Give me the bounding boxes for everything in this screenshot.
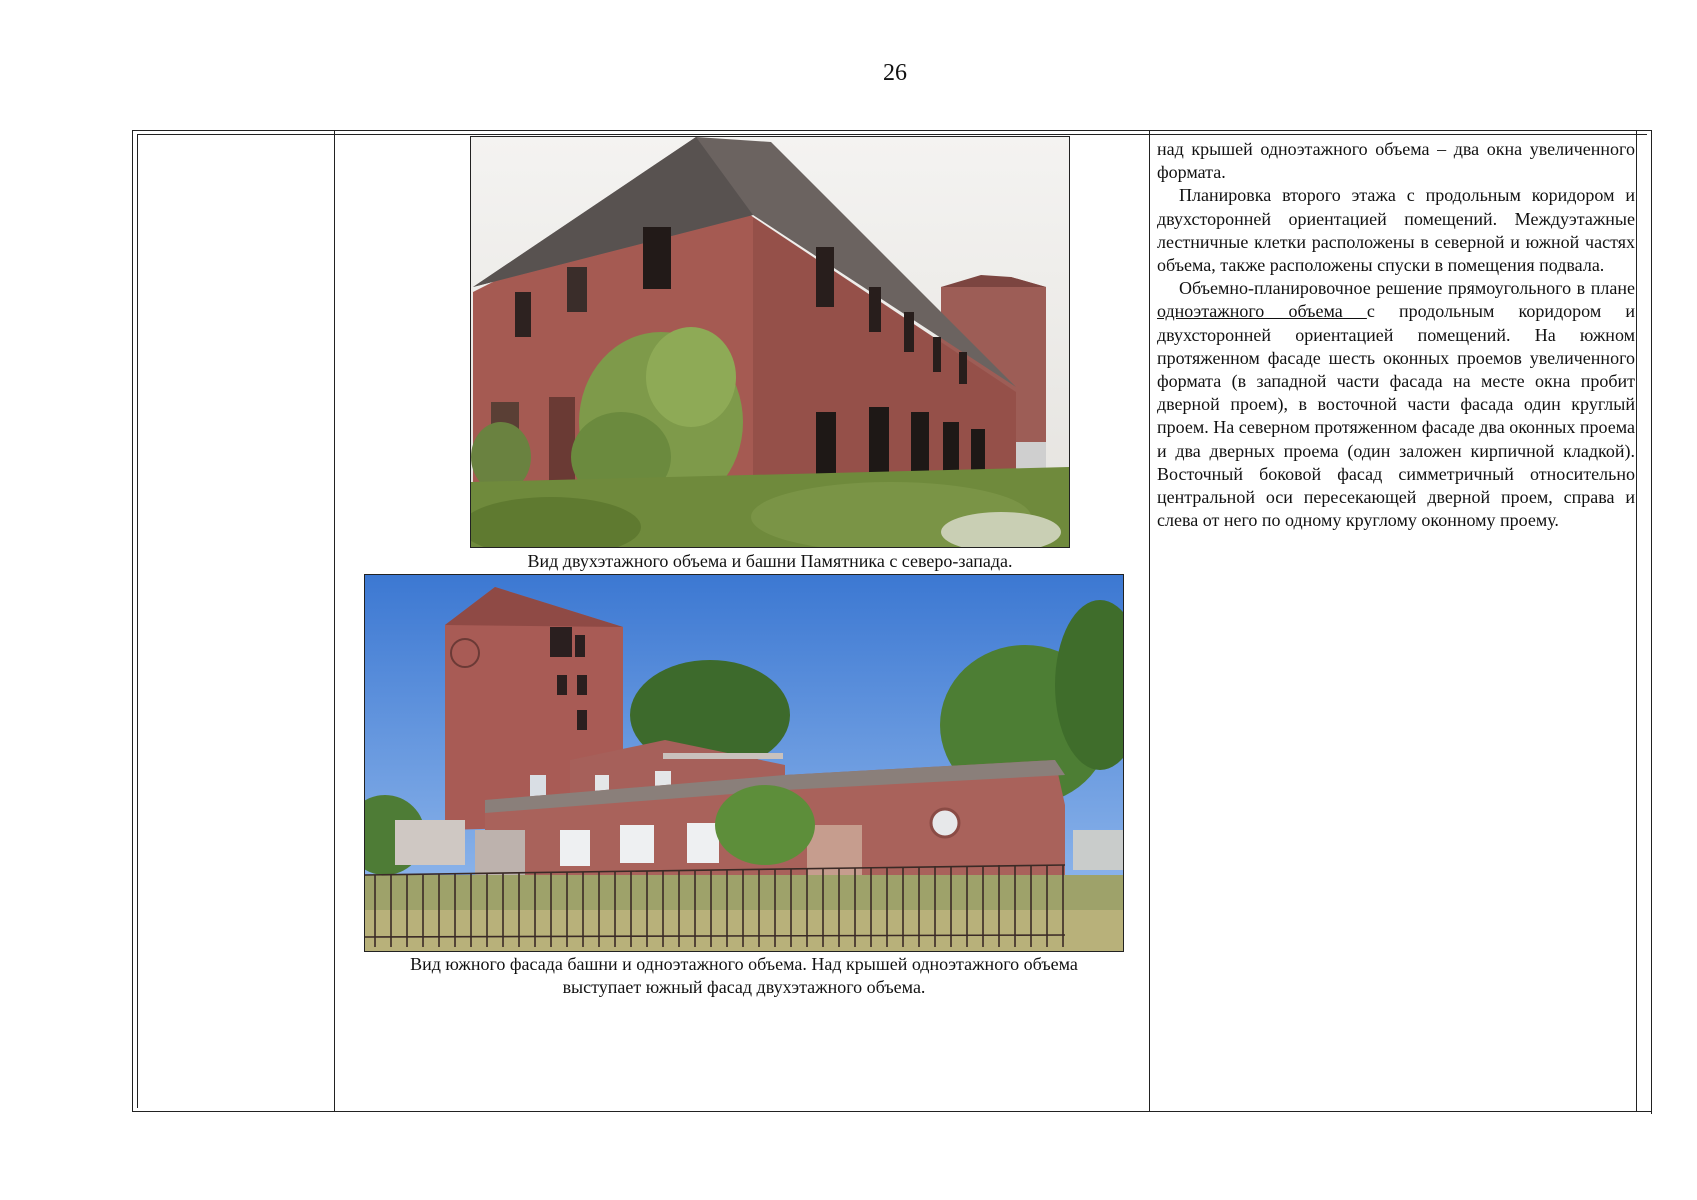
description-text: с продольным коридором и двухсторонней ориентацией помещений. На южном протяженном фасаде шесть оконных проемов увеличенного формата (в западной части фасада на месте окна пробит дверной проем), в восточной части фасада один круглый проем. На северном протяженном фасаде два оконных проема и два дверных проема (один заложен кирпичной кладкой). Восточный боковой фасад симметричный относительно центральной оси пересекающей дверной проем, справа и слева от него по одному круглому оконному проему. [1157, 301, 1636, 531]
description-paragraph: над крышей одноэтажного объема – два окна увеличенного формата. [1157, 139, 1635, 183]
column-divider [1149, 130, 1150, 1112]
photo-caption-line: Вид южного фасада башни и одноэтажного объема. Над крышей одноэтажного объема [410, 954, 1078, 974]
column-divider [1636, 130, 1637, 1112]
page-number: 26 [883, 60, 907, 86]
photo-caption [356, 953, 1132, 999]
description-column [1157, 138, 1635, 532]
underlined-term: одноэтажного объема [1157, 301, 1367, 322]
column-divider [334, 130, 335, 1112]
description-paragraph [1157, 277, 1635, 532]
photo-caption: Вид двухэтажного объема и башни Памятника с северо-запада. [527, 551, 1013, 571]
description-paragraph: Планировка второго этажа с продольным коридором и двухсторонней ориентацией помещений. Междуэтажные лестничные клетки расположены в северной и южной частях объема, также расположены спуски в помещения подвала. [1157, 185, 1635, 276]
photo-south-facade-view [364, 574, 1124, 952]
photo-caption-line: выступает южный фасад двухэтажного объема. [562, 977, 926, 997]
description-text: Объемно-планировочное решение прямоугольного в плане [1179, 278, 1635, 299]
photo-northwest-view [470, 136, 1070, 548]
column-divider [1651, 130, 1652, 1114]
photo-tower-south-facade-icon [365, 575, 1123, 951]
photo-brick-building-northwest-icon [471, 137, 1069, 547]
